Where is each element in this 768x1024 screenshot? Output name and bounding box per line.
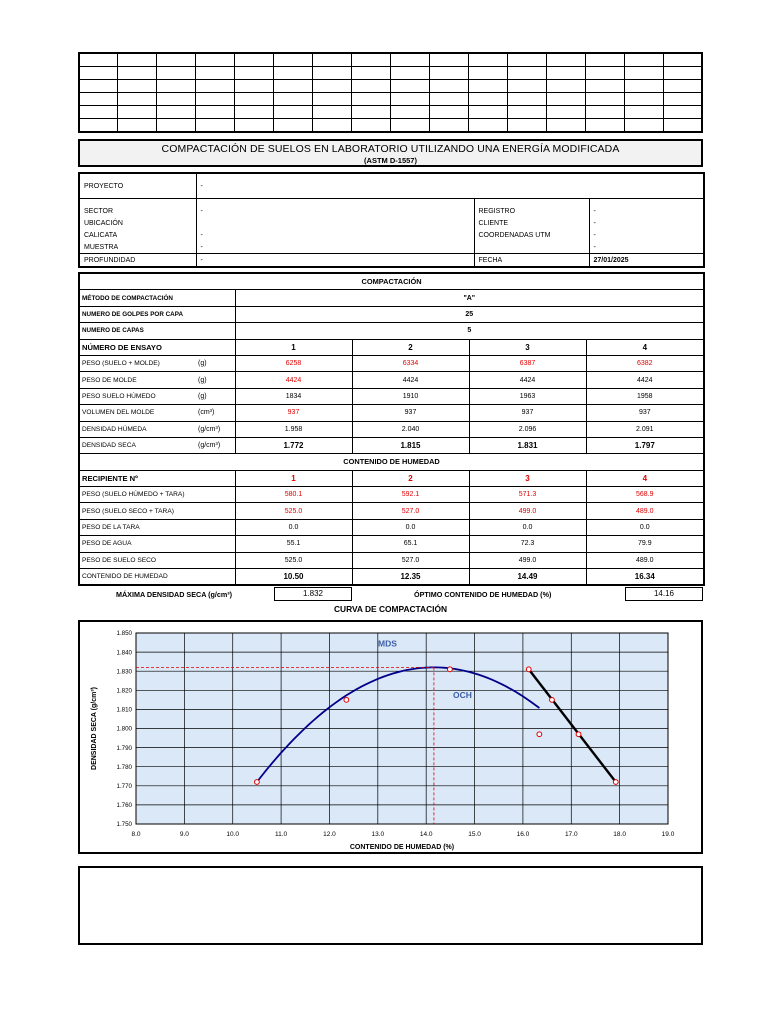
row-unit: (g/cm³) (196, 421, 235, 437)
cell-value: 0.0 (586, 519, 704, 535)
header-grid-cell (313, 80, 352, 93)
profundidad-value: - (196, 254, 474, 268)
header-grid-cell (585, 119, 624, 133)
chart-title: CURVA DE COMPACTACIÓN (333, 604, 448, 614)
recipiente-label: RECIPIENTE Nº (79, 470, 235, 486)
x-tick-label: 9.0 (179, 831, 189, 838)
cell-value: 489.0 (586, 503, 704, 519)
humedad-section-title: CONTENIDO DE HUMEDAD (79, 454, 704, 470)
header-grid-cell (624, 119, 663, 133)
cliente-label: CLIENTE (474, 217, 589, 229)
header-grid-cell (157, 80, 196, 93)
header-grid-cell (468, 106, 507, 119)
row-label: DENSIDAD HÚMEDA (79, 421, 196, 437)
cell-value: 527.0 (352, 552, 469, 568)
header-grid-cell (196, 93, 235, 106)
header-grid-cell (546, 119, 585, 133)
header-grid-cell (468, 67, 507, 80)
cell-value: 1910 (352, 388, 469, 404)
coordenadas-label: COORDENADAS UTM (474, 229, 589, 241)
header-grid-cell (118, 67, 157, 80)
header-grid-cell (429, 106, 468, 119)
cell-value: 1.958 (235, 421, 352, 437)
x-tick-label: 18.0 (613, 831, 626, 838)
header-grid-cell (352, 93, 391, 106)
compaction-row (79, 405, 704, 421)
cell-value: 0.0 (235, 519, 352, 535)
header-grid-cell (507, 53, 546, 67)
cell-value: 2.040 (352, 421, 469, 437)
muestra-value: - (196, 241, 474, 254)
header-grid-cell (313, 67, 352, 80)
cell-value: 1834 (235, 388, 352, 404)
y-tick-label: 1.840 (116, 649, 132, 657)
saturation-point (550, 697, 555, 702)
header-grid-cell (352, 106, 391, 119)
cell-value: 525.0 (235, 552, 352, 568)
header-grid-cell (118, 93, 157, 106)
mds-value: 1.832 (274, 587, 352, 601)
cell-value: 6382 (586, 355, 704, 371)
recipiente-number: 4 (586, 470, 704, 486)
cell-value: 489.0 (586, 552, 704, 568)
cell-value: 0.0 (352, 519, 469, 535)
x-tick-label: 17.0 (564, 831, 578, 838)
header-grid-cell (274, 67, 313, 80)
header-grid-cell (274, 93, 313, 106)
cell-value: 1.797 (586, 437, 704, 453)
och-label: ÓPTIMO CONTENIDO DE HUMEDAD (%) (414, 590, 552, 599)
header-grid-cell (468, 53, 507, 67)
cell-value: 499.0 (469, 552, 586, 568)
header-grid-cell (391, 80, 430, 93)
golpes-value: 25 (235, 306, 704, 322)
header-grid-cell (391, 53, 430, 67)
cell-value: 2.091 (586, 421, 704, 437)
header-grid-cell (507, 106, 546, 119)
header-grid-cell (235, 119, 274, 133)
compaction-row (79, 388, 704, 404)
och-annotation: OCH (453, 689, 472, 700)
compaction-chart (80, 622, 701, 852)
registro-value: - (589, 205, 704, 217)
header-grid-cell (663, 93, 702, 106)
row-label: PESO DE AGUA (79, 536, 235, 552)
header-grid-cell (507, 119, 546, 133)
mds-annotation: MDS (378, 638, 397, 649)
cell-value: 6334 (352, 355, 469, 371)
header-grid-cell (507, 93, 546, 106)
fecha-label: FECHA (474, 254, 589, 268)
row-label: DENSIDAD SECA (79, 437, 196, 453)
ubicacion-label: UBICACIÓN (84, 219, 123, 227)
header-grid-cell (546, 67, 585, 80)
proyecto-value: - (196, 173, 704, 199)
header-grid-cell (157, 67, 196, 80)
header-grid-cell (585, 67, 624, 80)
humidity-row (79, 552, 704, 568)
header-grid-cell (352, 53, 391, 67)
compaction-point (344, 697, 349, 702)
row-unit: (g) (196, 355, 235, 371)
header-grid-cell (274, 53, 313, 67)
header-grid-cell (546, 93, 585, 106)
x-tick-label: 13.0 (371, 831, 385, 838)
header-grid-cell (663, 106, 702, 119)
header-grid-cell (663, 80, 702, 93)
header-grid-cell (235, 67, 274, 80)
header-grid-cell (196, 119, 235, 133)
och-value: 14.16 (625, 587, 703, 601)
header-grid-cell (157, 53, 196, 67)
header-grid-cell (157, 119, 196, 133)
cell-value: 1963 (469, 388, 586, 404)
header-grid-cell (507, 80, 546, 93)
row-label: VOLUMEN DEL MOLDE (79, 405, 196, 421)
header-grid-cell (352, 67, 391, 80)
humidity-row (79, 569, 704, 586)
header-grid-cell (624, 106, 663, 119)
compaction-point (255, 780, 260, 785)
row-label: PESO SUELO HÚMEDO (79, 388, 196, 404)
row-label: CONTENIDO DE HUMEDAD (79, 569, 235, 586)
row-label: PESO DE SUELO SECO (79, 552, 235, 568)
header-grid-cell (352, 80, 391, 93)
row-unit: (g) (196, 372, 235, 388)
compaction-point (447, 667, 452, 672)
y-tick-label: 1.760 (116, 802, 132, 810)
header-grid-cell (196, 80, 235, 93)
cell-value: 568.9 (586, 487, 704, 503)
row-unit: (g) (196, 388, 235, 404)
header-grid-cell (79, 106, 118, 119)
header-grid-cell (468, 119, 507, 133)
header-grid-cell (352, 119, 391, 133)
recipiente-number: 2 (352, 470, 469, 486)
header-grid-cell (624, 53, 663, 67)
project-info-table (78, 172, 705, 268)
sector-value: - (196, 205, 474, 217)
cell-value: 6258 (235, 355, 352, 371)
header-grid-cell (274, 106, 313, 119)
cell-value: 55.1 (235, 536, 352, 552)
proyecto-label: PROYECTO (79, 173, 196, 199)
header-grid-cell (79, 67, 118, 80)
x-tick-label: 19.0 (661, 831, 675, 838)
saturation-point (576, 732, 581, 737)
cliente-value: - (589, 217, 704, 229)
cell-value: 72.3 (469, 536, 586, 552)
recipiente-number: 1 (235, 470, 352, 486)
header-grid-cell (235, 106, 274, 119)
x-tick-label: 12.0 (323, 831, 336, 838)
header-grid-cell (235, 93, 274, 106)
header-grid-cell (313, 93, 352, 106)
row-unit: (cm³) (196, 405, 235, 421)
compaction-row (79, 355, 704, 371)
x-tick-label: 8.0 (131, 831, 141, 838)
cell-value: 4424 (586, 372, 704, 388)
cell-value: 6387 (469, 355, 586, 371)
x-tick-label: 14.0 (419, 831, 433, 838)
cell-value: 79.9 (586, 536, 704, 552)
y-tick-label: 1.800 (116, 725, 132, 733)
muestra-label: MUESTRA (84, 243, 119, 251)
header-grid-cell (235, 80, 274, 93)
x-tick-label: 11.0 (275, 831, 288, 838)
header-grid-cell (546, 106, 585, 119)
cell-value: 65.1 (352, 536, 469, 552)
cell-value: 1958 (586, 388, 704, 404)
header-grid (78, 52, 703, 133)
header-grid-cell (585, 106, 624, 119)
capas-value: 5 (235, 323, 704, 339)
cell-value: 580.1 (235, 487, 352, 503)
registro-label: REGISTRO (474, 205, 589, 217)
y-tick-label: 1.750 (116, 821, 132, 829)
cell-value: 1.831 (469, 437, 586, 453)
cell-value: 499.0 (469, 503, 586, 519)
compaction-row (79, 421, 704, 437)
header-grid-cell (391, 93, 430, 106)
cell-value: 0.0 (469, 519, 586, 535)
row-unit: (g/cm³) (196, 437, 235, 453)
metodo-label: MÉTODO DE COMPACTACIÓN (82, 294, 173, 302)
compaction-point (537, 732, 542, 737)
humidity-row (79, 487, 704, 503)
header-grid-cell (585, 53, 624, 67)
row-label: PESO DE MOLDE (79, 372, 196, 388)
header-grid-cell (585, 93, 624, 106)
y-tick-label: 1.770 (116, 783, 132, 790)
header-grid-cell (79, 53, 118, 67)
header-grid-cell (196, 106, 235, 119)
header-grid-cell (79, 80, 118, 93)
header-grid-cell (468, 93, 507, 106)
header-grid-cell (118, 119, 157, 133)
cell-value: 4424 (352, 372, 469, 388)
title-main: COMPACTACIÓN DE SUELOS EN LABORATORIO UTILIZANDO UNA ENERGÍA MODIFICADA (161, 143, 620, 155)
y-tick-label: 1.780 (116, 763, 132, 771)
header-grid-cell (391, 106, 430, 119)
saturation-point (526, 667, 531, 672)
humidity-row (79, 519, 704, 535)
header-grid-cell (663, 53, 702, 67)
header-grid-cell (157, 106, 196, 119)
cell-value: 937 (586, 405, 704, 421)
y-tick-label: 1.790 (116, 744, 132, 752)
header-grid-cell (79, 93, 118, 106)
header-grid-cell (391, 67, 430, 80)
cell-value: 16.34 (586, 569, 704, 586)
document-title (78, 139, 703, 167)
row-label: PESO DE LA TARA (79, 519, 235, 535)
header-grid-cell (118, 80, 157, 93)
ensayo-label: NÚMERO DE ENSAYO (79, 339, 235, 355)
y-tick-label: 1.820 (116, 687, 132, 695)
cell-value: 4424 (469, 372, 586, 388)
mds-label: MÁXIMA DENSIDAD SECA (g/cm³) (116, 590, 233, 599)
cell-value: 1.815 (352, 437, 469, 453)
profundidad-label: PROFUNDIDAD (79, 254, 196, 268)
cell-value: 592.1 (352, 487, 469, 503)
cell-value: 937 (469, 405, 586, 421)
header-grid-cell (196, 67, 235, 80)
calicata-label: CALICATA (84, 231, 118, 239)
header-grid-cell (546, 53, 585, 67)
cell-value: 937 (235, 405, 352, 421)
cell-value: 4424 (235, 372, 352, 388)
cell-value: 937 (352, 405, 469, 421)
header-grid-cell (235, 53, 274, 67)
header-grid-cell (429, 119, 468, 133)
observations-box (78, 866, 703, 945)
cell-value: 525.0 (235, 503, 352, 519)
header-grid-cell (585, 80, 624, 93)
y-tick-label: 1.830 (116, 668, 132, 676)
header-grid-cell (429, 80, 468, 93)
metodo-value: "A" (235, 290, 704, 306)
header-grid-cell (313, 119, 352, 133)
row-label: PESO (SUELO SECO + TARA) (79, 503, 235, 519)
title-standard: (ASTM D-1557) (364, 156, 417, 165)
y-axis-title: DENSIDAD SECA (g/cm³) (91, 687, 98, 770)
x-tick-label: 10.0 (226, 831, 240, 838)
header-grid-cell (624, 80, 663, 93)
header-grid-cell (313, 106, 352, 119)
cell-value: 1.772 (235, 437, 352, 453)
header-grid-cell (157, 93, 196, 106)
cell-value: 527.0 (352, 503, 469, 519)
header-grid-cell (79, 119, 118, 133)
compaction-data-table (78, 272, 705, 586)
header-grid-cell (546, 80, 585, 93)
compaction-row (79, 372, 704, 388)
recipiente-number: 3 (469, 470, 586, 486)
header-grid-cell (507, 67, 546, 80)
muestra-extra-value: - (589, 241, 704, 254)
x-tick-label: 16.0 (516, 831, 530, 838)
header-grid-cell (624, 93, 663, 106)
header-grid-cell (663, 119, 702, 133)
humidity-row (79, 536, 704, 552)
header-grid-cell (196, 53, 235, 67)
row-label: PESO (SUELO + MOLDE) (79, 355, 196, 371)
x-tick-label: 15.0 (468, 831, 481, 838)
cell-value: 10.50 (235, 569, 352, 586)
calicata-value: - (196, 229, 474, 241)
header-grid-cell (391, 119, 430, 133)
cell-value: 2.096 (469, 421, 586, 437)
ensayo-number: 3 (469, 339, 586, 355)
header-grid-cell (429, 53, 468, 67)
coordenadas-value: - (589, 229, 704, 241)
row-label: PESO (SUELO HÚMEDO + TARA) (79, 487, 235, 503)
golpes-label: NUMERO DE GOLPES POR CAPA (82, 310, 183, 318)
y-tick-label: 1.850 (116, 630, 132, 638)
x-axis-title: CONTENIDO DE HUMEDAD (%) (349, 844, 455, 851)
compactacion-section-title: COMPACTACIÓN (79, 273, 704, 290)
ensayo-number: 2 (352, 339, 469, 355)
cell-value: 14.49 (469, 569, 586, 586)
header-grid-cell (663, 67, 702, 80)
saturation-point (613, 780, 618, 785)
header-grid-cell (274, 80, 313, 93)
cell-value: 571.3 (469, 487, 586, 503)
ubicacion-value (196, 217, 474, 229)
header-grid-cell (313, 53, 352, 67)
sector-label: SECTOR (84, 207, 114, 215)
ensayo-number: 1 (235, 339, 352, 355)
header-grid-cell (118, 106, 157, 119)
header-grid-cell (274, 119, 313, 133)
compaction-row (79, 437, 704, 453)
y-tick-label: 1.810 (116, 706, 132, 714)
fecha-value: 27/01/2025 (589, 254, 704, 268)
header-grid-cell (624, 67, 663, 80)
header-grid-cell (429, 67, 468, 80)
header-grid-cell (468, 80, 507, 93)
humidity-row (79, 503, 704, 519)
cell-value: 12.35 (352, 569, 469, 586)
ensayo-number: 4 (586, 339, 704, 355)
capas-label: NUMERO DE CAPAS (82, 327, 144, 335)
header-grid-cell (429, 93, 468, 106)
header-grid-cell (118, 53, 157, 67)
